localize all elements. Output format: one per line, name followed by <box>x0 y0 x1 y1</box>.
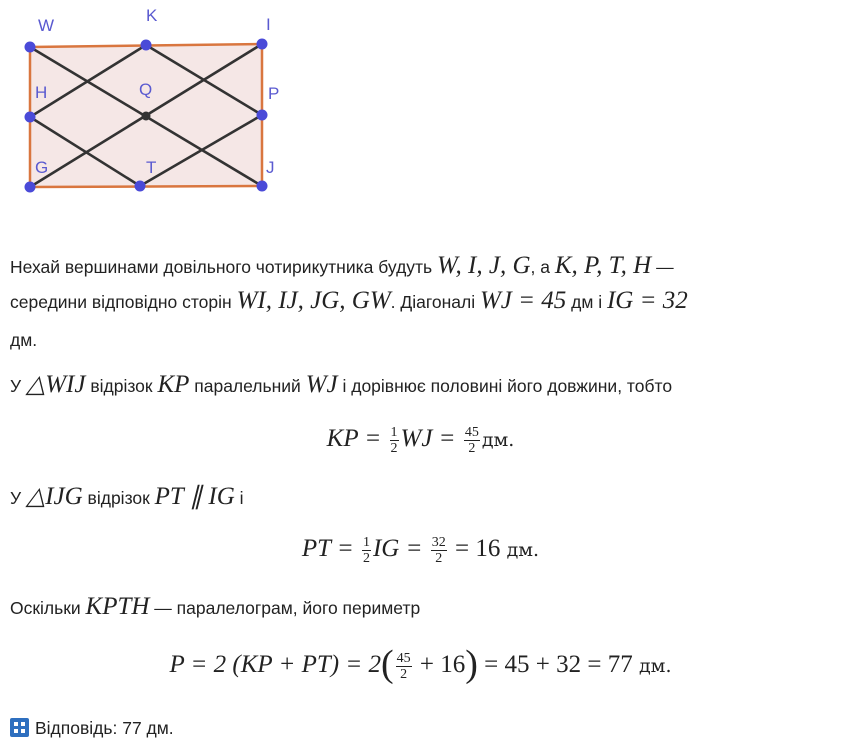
paragraph-2: середини відповідно сторін WI, IJ, JG, GW. Діагоналі WJ = 45 дм і IG = 32 <box>10 287 688 314</box>
fraction-45-2: $\frac{45}{2}$ <box>464 424 479 456</box>
label-i: I <box>266 15 271 34</box>
paragraph-4: У △WIJ відрізок KP паралельний WJ і дорівнює половині його довжини, тобто <box>10 371 673 398</box>
paragraph-1: Нехай вершинами довільного чотирикутника будуть W, I, J, G, а K, P, T, H — <box>10 252 674 279</box>
point-h <box>25 112 36 123</box>
point-g <box>25 182 36 193</box>
paragraph-5: У △IJG відрізок PT ∥ IG і <box>10 483 244 510</box>
answer-line <box>10 715 174 741</box>
geometry-figure <box>0 0 300 205</box>
equation-3: P = 2 (KP + PT) = 2( $\frac{45}{2}$ + 16) = 45 + 32 = 77 дм. <box>169 643 672 685</box>
label-g: G <box>35 158 49 177</box>
fraction-32-2: $\frac{32}{2}$ <box>431 534 446 566</box>
fraction-1-2: $\frac{1}{2}$ <box>362 534 370 566</box>
equation-2: PT = $\frac{1}{2}$ IG = $\frac{32}{2}$ = 16 дм. <box>301 534 540 566</box>
point-p <box>257 110 268 121</box>
point-t <box>135 181 146 192</box>
point-w <box>25 42 36 53</box>
paragraph-3: дм. <box>10 330 38 350</box>
answer-icon <box>10 718 29 737</box>
equation-1: KP = $\frac{1}{2}$ WJ = $\frac{45}{2}$ дм. <box>326 424 515 456</box>
label-t: T <box>146 158 157 177</box>
fraction-1-2: $\frac{1}{2}$ <box>390 424 398 456</box>
label-w: W <box>38 16 55 35</box>
label-h: H <box>35 83 48 102</box>
point-j <box>257 181 268 192</box>
label-j: J <box>266 158 275 177</box>
paragraph-6: Оскільки KPTH — паралелограм, його периметр <box>10 593 421 620</box>
point-i <box>257 39 268 50</box>
answer-text: Відповідь: 77 дм. <box>35 718 174 738</box>
point-k <box>141 40 152 51</box>
fraction-45-2: $\frac{45}{2}$ <box>396 650 411 682</box>
point-q <box>142 112 151 121</box>
label-p: P <box>268 84 280 103</box>
label-k: K <box>146 6 158 25</box>
label-q: Q <box>139 80 153 99</box>
